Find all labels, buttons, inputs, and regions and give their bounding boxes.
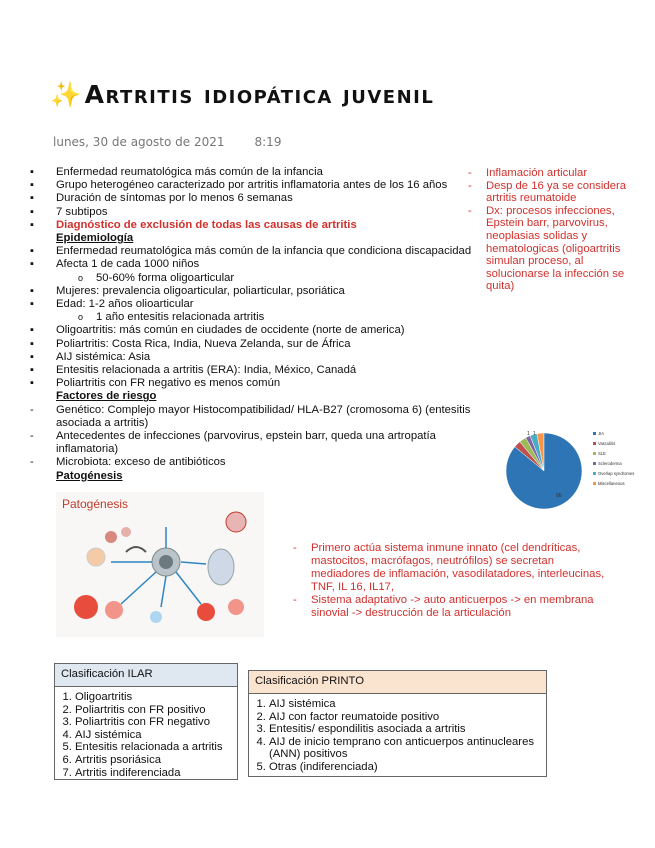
pie-chart	[500, 426, 642, 512]
bullet-marker: o	[78, 272, 84, 283]
printo-header: Clasificación PRINTO	[249, 671, 546, 694]
bullet-marker: ▪	[30, 205, 34, 218]
note-line-text: inflamatoria)	[56, 443, 119, 456]
note-line-text: Duración de síntomas por lo menos 6 semanas	[56, 192, 293, 205]
classification-item: 1. Oligoartritis	[75, 691, 237, 704]
note-line-text: Grupo heterogéneo caracterizado por artritis inflamatoria antes de los 16 años	[56, 179, 448, 192]
legend-swatch	[593, 472, 596, 475]
note-line-text: Antecedentes de infecciones (parvovirus, epstein barr, queda una artropatía	[56, 430, 436, 442]
note-line-text: Poliartritis con FR negativo es menos común	[56, 377, 281, 390]
classification-item: 4. AIJ sistémica	[75, 729, 237, 742]
legend-label: Scleroderma	[598, 461, 622, 466]
bullet-marker: ▪	[30, 258, 34, 271]
classification-item: 7. Artritis indiferenciada	[75, 767, 237, 780]
note-line-text: 1 año entesitis relacionada artritis	[96, 311, 265, 324]
ilar-header: Clasificación ILAR	[55, 664, 237, 687]
pathogenesis-diagram	[56, 492, 264, 637]
pathogenesis-note: - Sistema adaptativo -> auto anticuerpos -> en membrana sinovial -> destrucción de la articulación	[293, 594, 594, 619]
pathogenesis-notes	[293, 542, 611, 620]
bullet-marker: ▪	[30, 298, 34, 310]
note-line-text: Enfermedad reumatológica más común de la infancia que condiciona discapacidad	[56, 245, 472, 258]
legend-swatch	[593, 442, 596, 445]
note-line-text: AIJ sistémica: Asia	[56, 350, 151, 363]
note-line-text: Afecta 1 de cada 1000 niños	[56, 258, 200, 271]
page-title: ✨Artritis idiopática juvenil	[50, 80, 435, 109]
classification-item: 4. AIJ de inicio temprano con anticuerpos antinucleares (ANN) positivos	[269, 736, 546, 761]
note-line-text: Microbiota: exceso de antibióticos	[56, 456, 226, 469]
bullet-marker: ▪	[30, 350, 34, 363]
pathogenesis-image-label: Patogénesis	[62, 497, 129, 511]
bullet-marker: -	[30, 430, 34, 442]
note-line-text: Poliartritis: Costa Rica, India, Nueva Zelanda, sur de África	[56, 337, 351, 350]
bullet-marker: -	[30, 403, 34, 416]
bullet-marker: ▪	[30, 377, 34, 390]
printo-classification-table	[248, 670, 547, 777]
bullet-marker: ▪	[30, 218, 34, 231]
sparkles-icon: ✨	[50, 80, 83, 109]
bullet-marker: ▪	[30, 179, 34, 192]
ilar-list	[55, 691, 237, 779]
bullet-marker: o	[78, 312, 84, 323]
note-line-text: Genético: Complejo mayor Histocompatibilidad/ HLA-B27 (cromosoma 6) (entesitis	[56, 403, 471, 416]
note-line-text: Factores de riesgo	[56, 390, 157, 403]
note-line-text: Diagnóstico de exclusión de todas las causas de artritis	[56, 218, 357, 231]
note-line-text: asociada a artritis)	[56, 416, 149, 429]
legend-label: Vasculitis	[598, 441, 616, 446]
pie-data-label: 1	[533, 431, 536, 437]
note-datetime	[53, 135, 281, 149]
classification-item: 2. Poliartritis con FR positivo	[75, 704, 237, 717]
side-note: - Dx: procesos infecciones, Epstein barr, parvovirus, neoplasias solidas y hematologicas (oligoartritis simulan proceso, al solucionarse la infección se quita)	[468, 204, 625, 293]
legend-swatch	[593, 482, 596, 485]
pathogenesis-note: - Primero actúa sistema inmune innato (cel dendríticas, mastocitos, macrófagos, neutrófilos) se secretan mediadores de inflamación, vasodilatadores, interleucinas, TNF, IL 16, IL17,	[293, 542, 605, 593]
bullet-marker: ▪	[30, 337, 34, 350]
side-note: - Inflamación articular	[468, 167, 588, 179]
classification-item: 2. AIJ con factor reumatoide positivo	[269, 711, 546, 724]
bullet-marker: ▪	[30, 324, 34, 337]
legend-swatch	[593, 452, 596, 455]
ilar-classification-table	[54, 663, 238, 780]
note-line-text: Epidemiología	[56, 232, 134, 244]
note-line-text: Entesitis relacionada a artritis (ERA): India, México, Canadá	[56, 364, 357, 376]
bullet-marker: ▪	[30, 364, 34, 376]
legend-label: JIA	[598, 431, 605, 436]
pie-data-label: 86	[556, 493, 562, 499]
classification-item: 3. Entesitis/ espondilitis asociada a artritis	[269, 723, 546, 736]
legend-label: Miscellaneous	[598, 481, 625, 486]
bullet-marker: ▪	[30, 192, 34, 205]
legend-swatch	[593, 462, 596, 465]
printo-list	[249, 698, 546, 774]
classification-item: 5. Entesitis relacionada a artritis	[75, 741, 237, 754]
bullet-marker: ▪	[30, 166, 34, 178]
note-line-text: 50-60% forma oligoarticular	[96, 271, 235, 284]
legend-label: SLE	[598, 451, 606, 456]
side-note: - Desp de 16 ya se considera artritis reumatoide	[468, 179, 627, 205]
classification-item: 1. AIJ sistémica	[269, 698, 546, 711]
note-date: lunes, 30 de agosto de 2021	[53, 135, 225, 149]
bullet-marker: ▪	[30, 245, 34, 258]
classification-item: 6. Artritis psoriásica	[75, 754, 237, 767]
classification-item: 3. Poliartritis con FR negativo	[75, 716, 237, 729]
note-line-text: 7 subtipos	[56, 205, 108, 218]
pie-data-label: 1	[527, 431, 530, 437]
note-line-text: Patogénesis	[56, 469, 123, 482]
note-line-text: Oligoartritis: más común en ciudades de occidente (norte de america)	[56, 324, 405, 337]
bullet-marker: ▪	[30, 284, 34, 297]
note-line-text: Edad: 1-2 años olioarticular	[56, 298, 194, 310]
legend-label: Overlap syndromes	[598, 471, 635, 476]
side-notes	[468, 167, 636, 293]
note-line-text: Mujeres: prevalencia oligoarticular, poliarticular, psoriática	[56, 284, 345, 297]
classification-item: 5. Otras (indiferenciada)	[269, 761, 546, 774]
bullet-marker: -	[30, 456, 34, 469]
legend-swatch	[593, 432, 596, 435]
note-time: 8:19	[254, 135, 282, 149]
note-line-text: Enfermedad reumatológica más común de la infancia	[56, 166, 323, 178]
